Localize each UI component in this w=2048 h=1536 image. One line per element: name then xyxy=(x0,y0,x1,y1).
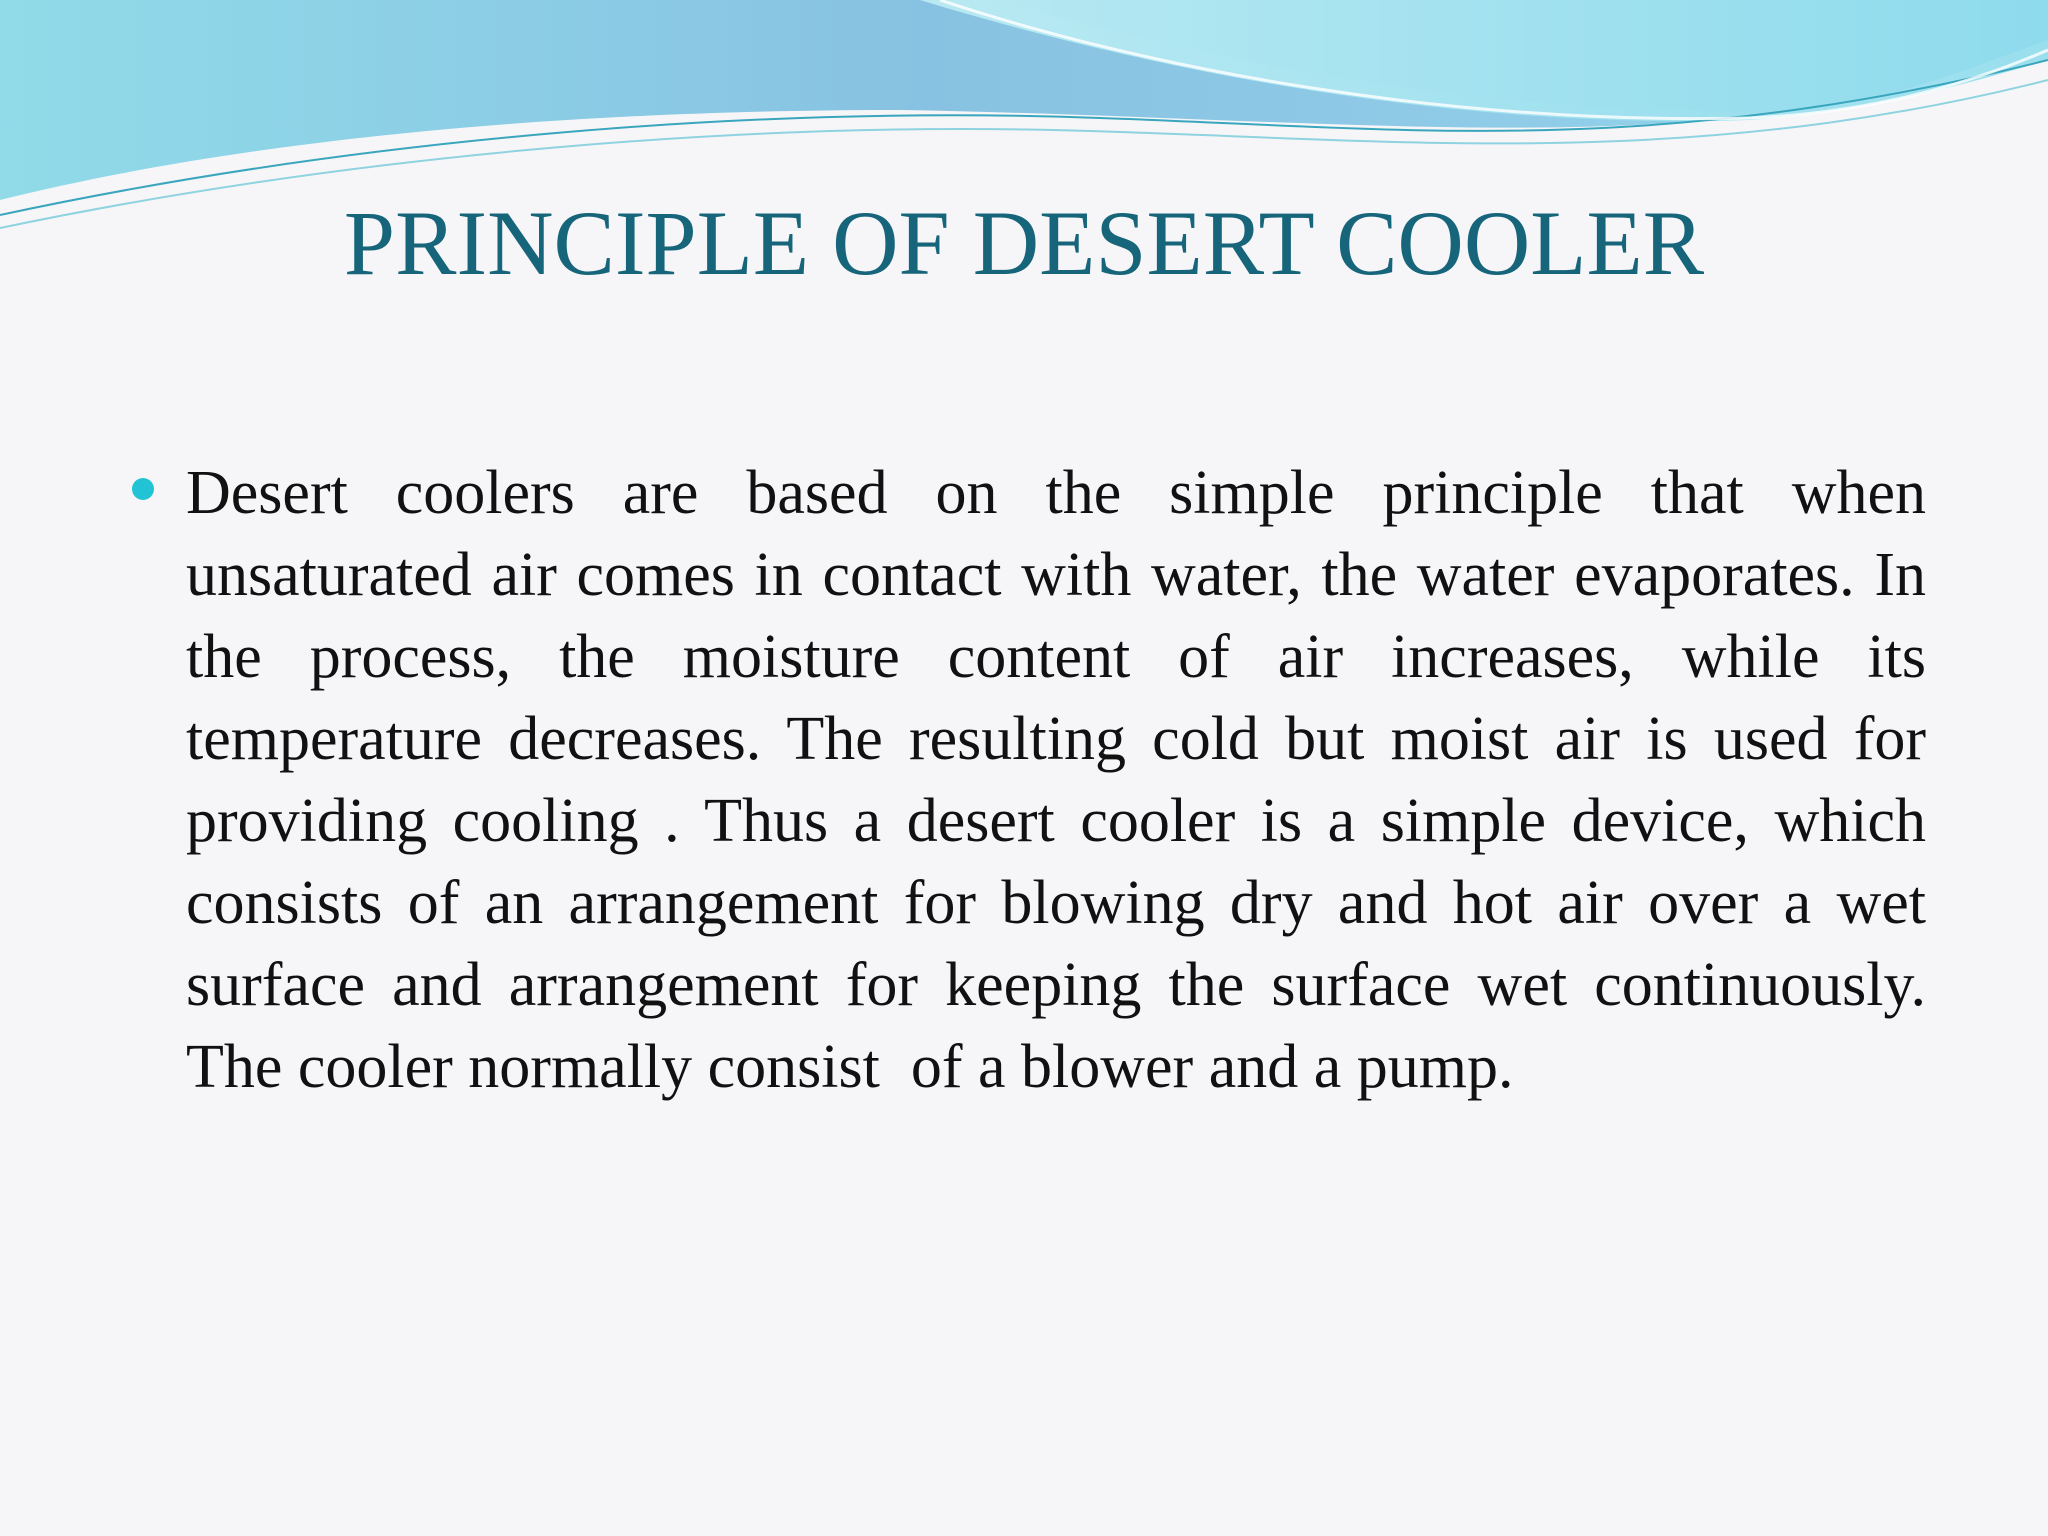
slide-title: PRINCIPLE OF DESERT COOLER xyxy=(343,192,1705,294)
bullet-dot-icon xyxy=(132,478,154,500)
bullet-item: Desert coolers are based on the simple principle that when unsaturated air comes in contact with water, the water evaporates. In the process, the moisture content of air increases, while its temperature decreases. The resulting cold but moist air is used for providing cooling . Thus a desert cooler is a simple device, which consists of an arrangement for blowing dry and hot air over a wet surface and arrangement for keeping the surface wet continuously. The cooler normally consist of a blower and a pump. xyxy=(186,459,1942,1101)
